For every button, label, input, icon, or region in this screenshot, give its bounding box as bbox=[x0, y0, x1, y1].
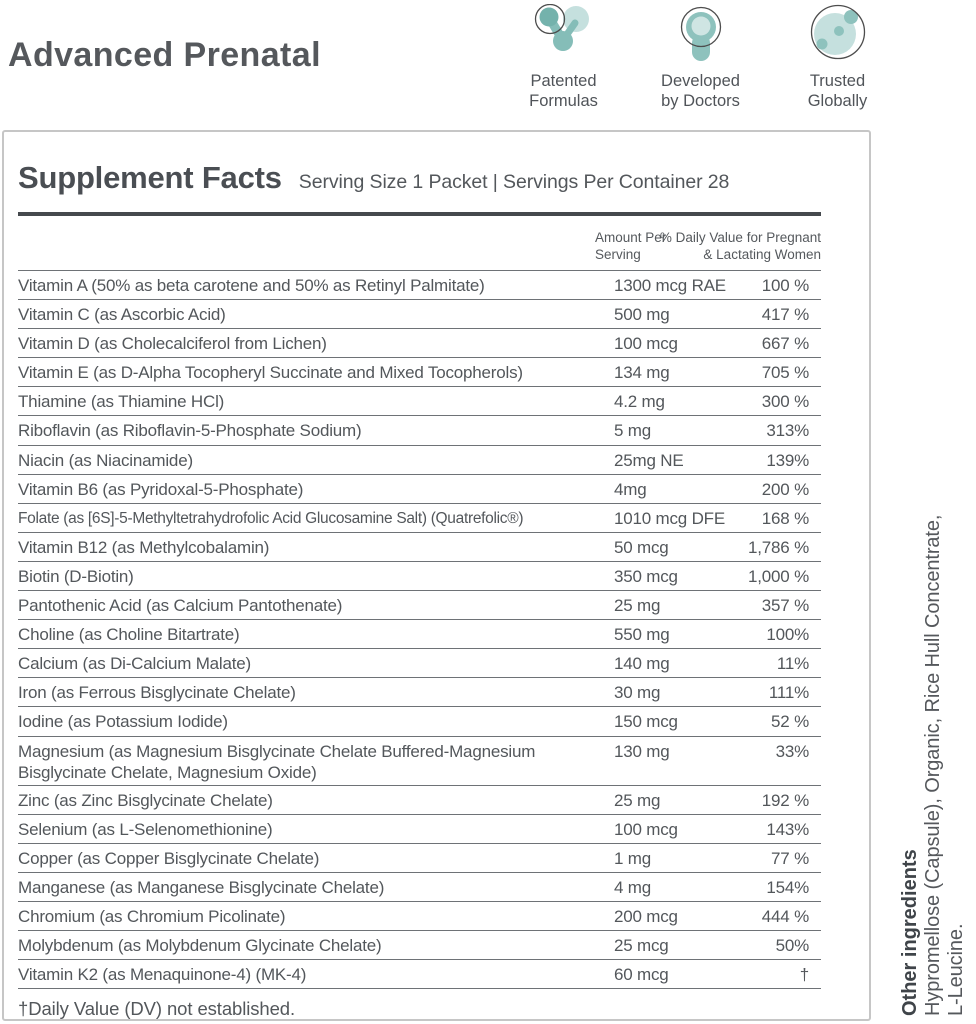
nutrient-daily-value: 168 % bbox=[761, 508, 809, 528]
nutrient-name: Vitamin B12 (as Methylcobalamin) bbox=[18, 537, 270, 557]
table-row bbox=[18, 474, 821, 503]
nutrient-daily-value: 11% bbox=[776, 654, 809, 674]
nutrient-name: Zinc (as Zinc Bisglycinate Chelate) bbox=[18, 790, 273, 810]
nutrient-daily-value: 444 % bbox=[761, 906, 809, 926]
nutrient-name: Vitamin B6 (as Pyridoxal-5-Phosphate) bbox=[18, 479, 304, 499]
nutrient-daily-value: 417 % bbox=[761, 305, 809, 325]
other-ingredients bbox=[899, 456, 968, 1016]
nutrient-table bbox=[18, 270, 821, 988]
nutrient-amount: 25 mg bbox=[614, 596, 661, 616]
facts-header bbox=[18, 132, 821, 196]
nutrient-amount: 4mg bbox=[614, 479, 647, 499]
badge-label: Developed by Doctors bbox=[661, 72, 740, 110]
nutrient-daily-value: 1,000 % bbox=[748, 566, 809, 586]
table-row bbox=[18, 386, 821, 415]
nutrient-daily-value: 357 % bbox=[761, 596, 809, 616]
nutrient-amount: 500 mg bbox=[614, 305, 670, 325]
table-row bbox=[18, 930, 821, 959]
badge-trusted-globally bbox=[769, 4, 906, 111]
table-row bbox=[18, 532, 821, 561]
nutrient-daily-value: 667 % bbox=[761, 334, 809, 354]
table-row bbox=[18, 328, 821, 357]
nutrient-name: Pantothenic Acid (as Calcium Pantothenate) bbox=[18, 596, 343, 616]
column-header-amount: Amount Per Serving bbox=[595, 230, 667, 262]
nutrient-amount: 1 mg bbox=[614, 848, 651, 868]
nutrient-amount: 140 mg bbox=[614, 654, 670, 674]
table-row bbox=[18, 814, 821, 843]
nutrient-amount: 25mg NE bbox=[614, 450, 684, 470]
doctor-icon bbox=[672, 4, 730, 64]
table-row bbox=[18, 445, 821, 474]
nutrient-daily-value: 100 % bbox=[761, 276, 809, 295]
nutrient-amount: 200 mcg bbox=[614, 906, 678, 926]
table-row bbox=[18, 299, 821, 328]
nutrient-name: Calcium (as Di-Calcium Malate) bbox=[18, 654, 251, 674]
nutrient-name: Magnesium (as Magnesium Bisglycinate Chelate Buffered-Magnesium Bisglycinate Chelate, Magnesium Oxide) bbox=[18, 741, 536, 782]
nutrient-amount: 100 mcg bbox=[614, 334, 678, 354]
nutrient-daily-value: 33% bbox=[775, 741, 809, 761]
nutrient-name: Vitamin K2 (as Menaquinone-4) (MK-4) bbox=[18, 965, 307, 985]
nutrient-amount: 60 mcg bbox=[614, 965, 669, 985]
globe-icon bbox=[808, 4, 868, 64]
supplement-facts-title: Supplement Facts bbox=[18, 160, 282, 195]
nutrient-daily-value: 705 % bbox=[761, 363, 809, 383]
badge-list bbox=[495, 4, 906, 111]
nutrient-amount: 4.2 mg bbox=[614, 392, 665, 412]
nutrient-daily-value: 313% bbox=[766, 421, 809, 441]
nutrient-daily-value: 111% bbox=[768, 683, 809, 703]
badge-developed-by-doctors bbox=[632, 4, 769, 111]
table-row bbox=[18, 648, 821, 677]
nutrient-daily-value: † bbox=[799, 965, 809, 985]
nutrient-daily-value: 52 % bbox=[771, 712, 809, 732]
table-row bbox=[18, 503, 821, 532]
table-row bbox=[18, 561, 821, 590]
nutrient-name: Selenium (as L-Selenomethionine) bbox=[18, 819, 273, 839]
nutrient-amount: 30 mg bbox=[614, 683, 661, 703]
nutrient-daily-value: 139% bbox=[766, 450, 809, 470]
nutrient-daily-value: 100% bbox=[766, 625, 809, 645]
table-row bbox=[18, 270, 821, 299]
table-row bbox=[18, 677, 821, 706]
nutrient-name: Vitamin C (as Ascorbic Acid) bbox=[18, 305, 226, 325]
nutrient-name: Vitamin A (50% as beta carotene and 50% as Retinyl Palmitate) bbox=[18, 276, 485, 295]
supplement-facts-panel bbox=[2, 130, 871, 1021]
nutrient-name: Folate (as [6S]-5-Methyltetrahydrofolic Acid Glucosamine Salt) (Quatrefolic®) bbox=[18, 509, 524, 527]
nutrient-amount: 4 mg bbox=[614, 877, 651, 897]
table-row bbox=[18, 872, 821, 901]
nutrient-amount: 25 mg bbox=[614, 790, 661, 810]
other-ingredients-text: L-Leucine. bbox=[945, 923, 967, 1016]
table-row bbox=[18, 843, 821, 872]
serving-info: Serving Size 1 Packet | Servings Per Container 28 bbox=[298, 171, 730, 193]
nutrient-daily-value: 300 % bbox=[761, 392, 809, 412]
nutrient-amount: 100 mcg bbox=[614, 819, 678, 839]
product-title: Advanced Prenatal bbox=[8, 36, 321, 74]
table-row bbox=[18, 736, 821, 785]
nutrient-daily-value: 77 % bbox=[771, 848, 809, 868]
nutrient-daily-value: 200 % bbox=[761, 479, 809, 499]
other-ingredients-heading: Other ingredients bbox=[899, 849, 921, 1016]
nutrient-name: Iodine (as Potassium Iodide) bbox=[18, 712, 228, 732]
nutrient-name: Manganese (as Manganese Bisglycinate Chelate) bbox=[18, 877, 385, 897]
nutrient-name: Chromium (as Chromium Picolinate) bbox=[18, 906, 286, 926]
nutrient-name: Biotin (D-Biotin) bbox=[18, 566, 134, 586]
table-row bbox=[18, 590, 821, 619]
table-row bbox=[18, 415, 821, 444]
nutrient-amount: 1010 mcg DFE bbox=[614, 508, 725, 528]
table-row bbox=[18, 785, 821, 814]
nutrient-amount: 150 mcg bbox=[614, 712, 678, 732]
nutrient-name: Molybdenum (as Molybdenum Glycinate Chelate) bbox=[18, 935, 382, 955]
nutrient-name: Thiamine (as Thiamine HCl) bbox=[18, 392, 225, 412]
nutrient-amount: 50 mcg bbox=[614, 537, 669, 557]
badge-label: Patented Formulas bbox=[529, 72, 598, 110]
nutrient-name: Copper (as Copper Bisglycinate Chelate) bbox=[18, 848, 320, 868]
nutrient-daily-value: 192 % bbox=[761, 790, 809, 810]
other-ingredients-text: Hypromellose (Capsule), Organic, Rice Hull Concentrate, bbox=[922, 514, 944, 1016]
nutrient-amount: 550 mg bbox=[614, 625, 670, 645]
nutrient-daily-value: 143% bbox=[766, 819, 809, 839]
nutrient-amount: 350 mcg bbox=[614, 566, 678, 586]
table-row bbox=[18, 706, 821, 735]
nutrient-name: Riboflavin (as Riboflavin-5-Phosphate Sodium) bbox=[18, 421, 362, 441]
badge-label: Trusted Globally bbox=[807, 72, 868, 110]
nutrient-amount: 1300 mcg RAE bbox=[614, 276, 726, 295]
nutrient-amount: 5 mg bbox=[614, 421, 651, 441]
table-row bbox=[18, 901, 821, 930]
nutrient-amount: 134 mg bbox=[614, 363, 670, 383]
molecules-icon bbox=[534, 4, 594, 64]
nutrient-amount: 130 mg bbox=[614, 741, 670, 761]
nutrient-daily-value: 154% bbox=[766, 877, 809, 897]
table-row bbox=[18, 959, 821, 988]
footnote: †Daily Value (DV) not established. bbox=[18, 988, 821, 1020]
nutrient-name: Iron (as Ferrous Bisglycinate Chelate) bbox=[18, 683, 296, 703]
nutrient-daily-value: 50% bbox=[775, 935, 809, 955]
badge-patented-formulas bbox=[495, 4, 632, 111]
nutrient-name: Niacin (as Niacinamide) bbox=[18, 450, 193, 470]
table-row bbox=[18, 357, 821, 386]
nutrient-amount: 25 mcg bbox=[614, 935, 669, 955]
table-column-headers bbox=[18, 216, 821, 270]
nutrient-name: Vitamin D (as Cholecalciferol from Lichen) bbox=[18, 334, 327, 354]
column-header-daily-value: % Daily Value for Pregnant & Lactating Women bbox=[659, 230, 821, 262]
nutrient-name: Vitamin E (as D-Alpha Tocopheryl Succinate and Mixed Tocopherols) bbox=[18, 363, 523, 383]
nutrient-daily-value: 1,786 % bbox=[748, 537, 809, 557]
nutrient-name: Choline (as Choline Bitartrate) bbox=[18, 625, 240, 645]
table-row bbox=[18, 619, 821, 648]
